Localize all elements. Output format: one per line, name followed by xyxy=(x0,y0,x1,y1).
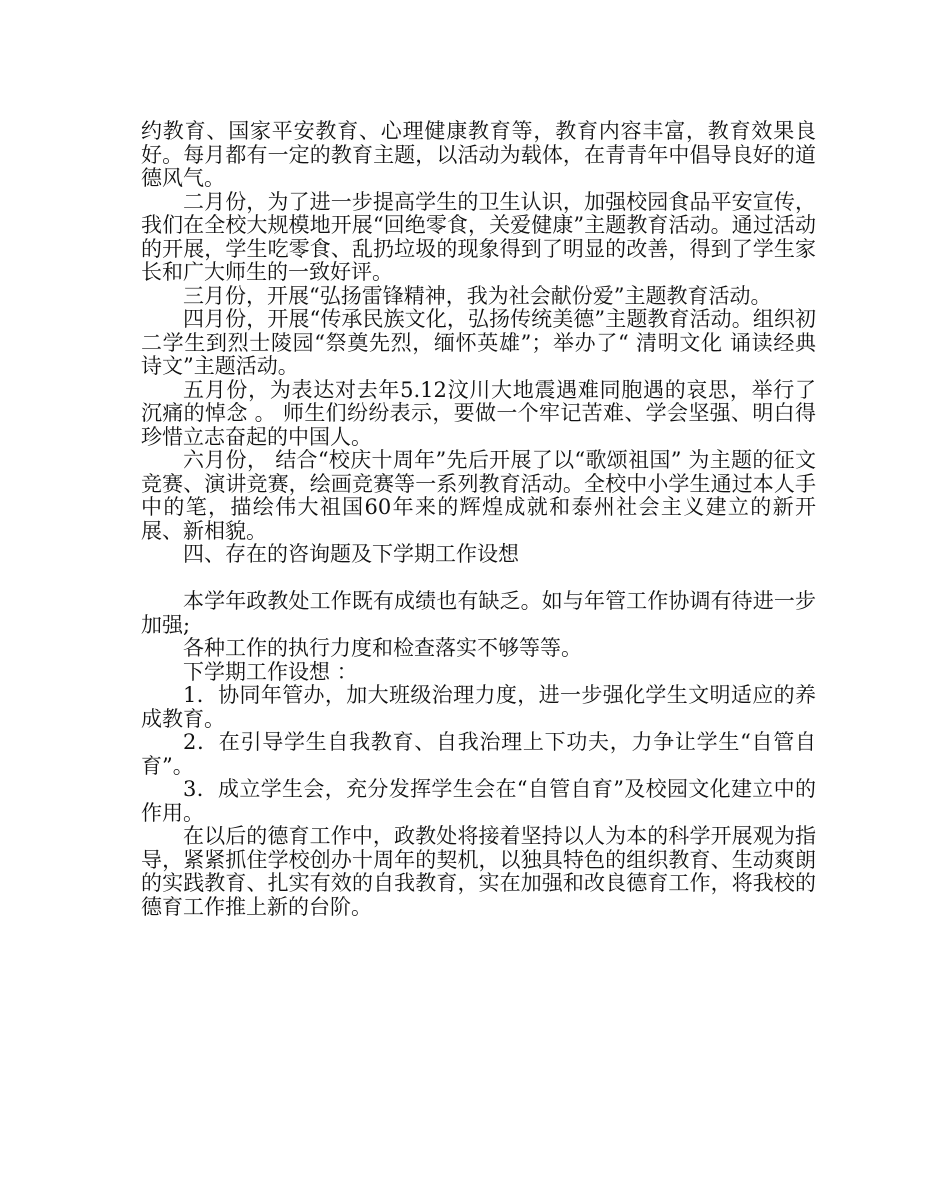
list-item-1: 1．协同年管办，加大班级治理力度，进一步强化学生文明适应的养成教育。 xyxy=(141,683,816,731)
document-body xyxy=(141,120,816,919)
blank-line xyxy=(141,567,816,591)
paragraph-june: 六月份， 结合“校庆十周年”先后开展了以“歌颂祖国” 为主题的征文竞赛、演讲竞赛，绘画竞赛等一系列教育活动。全校中小学生通过本人手中的笔，描绘伟大祖国60年来的辉煌成就和泰州社会主义建立的新开展、新相貌。 xyxy=(141,448,816,543)
paragraph-execution: 各种工作的执行力度和检查落实不够等等。 xyxy=(183,636,582,660)
section-heading-problems-and-plans: 四、存在的咨询题及下学期工作设想 xyxy=(183,542,519,566)
list-item-2: 2．在引导学生自我教育、自我治理上下功夫，力争让学生“自管自育”。 xyxy=(141,730,816,778)
paragraph-next-term-heading: 下学期工作设想 ： xyxy=(183,659,358,684)
paragraph-may: 五月份，为表达对去年5.12汶川大地震遇难同胞遇的哀思，举行了沉痛的悼念 。 师生们纷纷表示，要做一个牢记苦难、学会坚强、明白得珍惜立志奋起的中国人。 xyxy=(141,377,816,449)
list-item-3: 3．成立学生会，充分发挥学生会在“自管自育”及校园文化建立中的作用。 xyxy=(141,777,816,825)
paragraph-shortcomings: 本学年政教处工作既有成绩也有缺乏。如与年管工作协调有待进一步加强; xyxy=(141,589,816,637)
paragraph-february: 二月份，为了进一步提高学生的卫生认识，加强校园食品平安宣传， 我们在全校大规模地开展“回绝零食，关爱健康”主题教育活动。通过活动的开展，学生吃零食、乱扔垃圾的现象得到了明显的改善，得到了学生家长和广大师生的一致好评。 xyxy=(141,189,816,284)
paragraph-april: 四月份，开展“传承民族文化，弘扬传统美德”主题教育活动。组织初二学生到烈士陵园“祭奠先烈，缅怀英雄”；举办了“ 清明文化 诵读经典诗文”主题活动。 xyxy=(141,307,816,378)
paragraph-conclusion: 在以后的德育工作中，政教处将接着坚持以人为本的科学开展观为指导，紧紧抓住学校创办十周年的契机，以独具特色的组织教育、生动爽朗的实践教育、扎实有效的自我教育，实在加强和改良德育工作，将我校的德育工作推上新的台阶。 xyxy=(141,824,816,919)
paragraph-march: 三月份，开展“弘扬雷锋精神，我为社会献份爱”主题教育活动。 xyxy=(183,283,772,308)
paragraph-moral-education-summary: 约教育、国家平安教育、心理健康教育等，教育内容丰富，教育效果良好。每月都有一定的教育主题，以活动为载体，在青青年中倡导良好的道德风气。 xyxy=(141,119,816,190)
